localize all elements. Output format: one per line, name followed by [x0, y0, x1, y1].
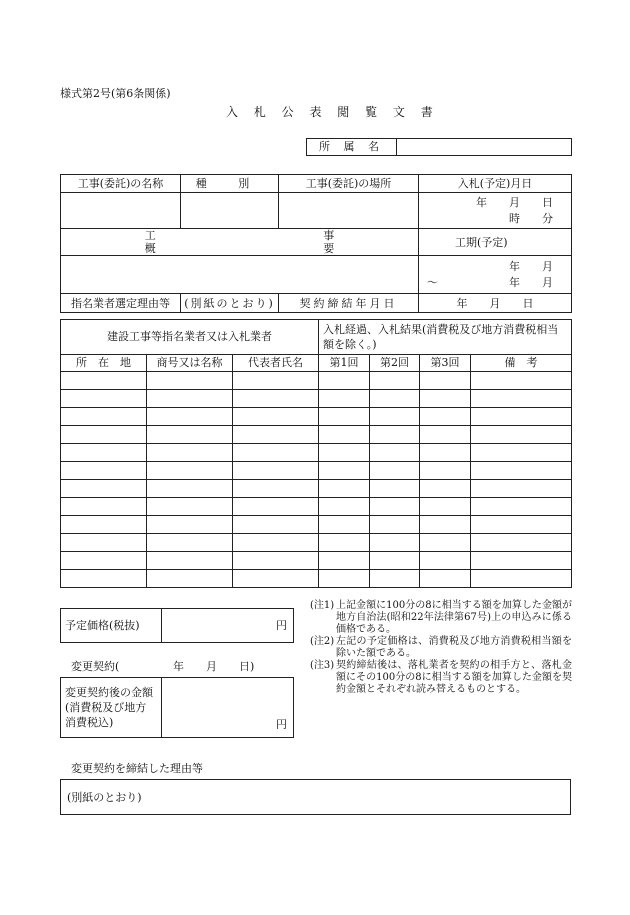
table-cell[interactable] [233, 498, 319, 516]
column-header: 所 在 地 [61, 355, 147, 372]
table-cell[interactable] [233, 372, 319, 390]
note-2-label: (注2) [310, 636, 335, 647]
table-cell[interactable] [61, 462, 147, 480]
price-field[interactable] [162, 609, 294, 643]
period-field[interactable] [419, 256, 572, 294]
table-cell[interactable] [319, 516, 370, 534]
table-row [61, 372, 572, 390]
table-cell[interactable] [61, 480, 147, 498]
table-cell[interactable] [420, 480, 471, 498]
table-cell[interactable] [61, 552, 147, 570]
form-number: 様式第2号(第6条関係) [60, 87, 171, 100]
post-change-label: 変更契約後の金額(消費税及び地方消費税込) [61, 678, 162, 738]
table-cell[interactable] [370, 372, 420, 390]
project-name-field[interactable] [61, 193, 181, 229]
header-type: 種 別 [181, 175, 279, 193]
table-row [61, 498, 572, 516]
table-cell[interactable] [233, 426, 319, 444]
header-results: 入札経過、入札結果(消費税及び地方消費税相当額を除く。) [319, 320, 572, 355]
table-cell[interactable] [319, 444, 370, 462]
change-contract-label: 変更契約( [71, 660, 120, 673]
note-1 [310, 600, 572, 636]
note-3-text: 契約締結後は、落札業者を契約の相手方と、落札金額にその100分の8に相当する額を加算した金額を契約金額とそれぞれ読み替えるものとする。 [336, 660, 572, 695]
table-cell[interactable] [147, 462, 233, 480]
table-cell[interactable] [420, 516, 471, 534]
affiliation-field[interactable] [397, 139, 572, 156]
contract-date-label: 契約締結年月日 [279, 294, 419, 313]
note-2-text: 左記の予定価格は、消費税及び地方消費税相当額を除いた額である。 [336, 636, 572, 659]
table-cell[interactable] [147, 390, 233, 408]
post-change-yen: 円 [276, 717, 287, 731]
page-title: 入 札 公 表 閲 覧 文 書 [226, 105, 439, 119]
table-cell[interactable] [370, 480, 420, 498]
post-change-table [60, 677, 294, 738]
table-cell[interactable] [420, 462, 471, 480]
table-cell[interactable] [370, 570, 420, 588]
table-cell[interactable] [471, 462, 572, 480]
header-summary: 工 事 概 要 [61, 229, 419, 256]
table-cell[interactable] [233, 516, 319, 534]
column-header: 商号又は名称 [147, 355, 233, 372]
table-cell[interactable] [61, 498, 147, 516]
bidders-table [60, 319, 572, 588]
table-cell[interactable] [147, 516, 233, 534]
period-from: 年 月 [509, 259, 553, 273]
table-cell[interactable] [233, 408, 319, 426]
table-cell[interactable] [233, 570, 319, 588]
table-cell[interactable] [471, 516, 572, 534]
header-bid-date: 入札(予定)月日 [419, 175, 572, 193]
notes [310, 600, 572, 696]
table-row [61, 426, 572, 444]
place-field[interactable] [279, 193, 419, 229]
table-cell[interactable] [147, 480, 233, 498]
table-cell[interactable] [61, 570, 147, 588]
table-cell[interactable] [319, 462, 370, 480]
price-label: 予定価格(税抜) [61, 609, 162, 643]
table-cell[interactable] [319, 498, 370, 516]
table-cell[interactable] [420, 534, 471, 552]
period-tilde: ～ [427, 275, 438, 289]
table-row [61, 444, 572, 462]
column-header: 備 考 [471, 355, 572, 372]
table-cell[interactable] [319, 570, 370, 588]
table-cell[interactable] [471, 570, 572, 588]
table-cell[interactable] [370, 462, 420, 480]
change-contract-date: 年 月 日) [173, 660, 255, 673]
table-cell[interactable] [233, 552, 319, 570]
table-cell[interactable] [420, 426, 471, 444]
table-cell[interactable] [61, 372, 147, 390]
table-cell[interactable] [420, 570, 471, 588]
table-cell[interactable] [471, 390, 572, 408]
table-cell[interactable] [61, 426, 147, 444]
table-cell[interactable] [147, 552, 233, 570]
price-table [60, 608, 294, 643]
affiliation-table [306, 138, 572, 156]
table-cell[interactable] [319, 426, 370, 444]
table-cell[interactable] [471, 552, 572, 570]
table-row [61, 480, 572, 498]
table-row [61, 516, 572, 534]
change-reason-field[interactable] [60, 779, 571, 815]
header-project-name: 工事(委託)の名称 [61, 175, 181, 193]
header-place: 工事(委託)の場所 [279, 175, 419, 193]
table-cell[interactable] [147, 408, 233, 426]
table-cell[interactable] [420, 390, 471, 408]
table-cell[interactable] [471, 426, 572, 444]
summary-field[interactable] [61, 256, 419, 294]
table-cell[interactable] [319, 390, 370, 408]
table-cell[interactable] [370, 498, 420, 516]
table-cell[interactable] [370, 426, 420, 444]
table-cell[interactable] [147, 498, 233, 516]
column-header: 第2回 [370, 355, 420, 372]
selection-reason-label: 指名業者選定理由等 [61, 294, 181, 313]
bid-date-field[interactable] [419, 193, 572, 229]
table-row [61, 552, 572, 570]
post-change-field[interactable] [162, 678, 294, 738]
table-cell[interactable] [147, 444, 233, 462]
note-2 [310, 636, 572, 660]
table-cell[interactable] [147, 534, 233, 552]
type-field[interactable] [181, 193, 279, 229]
column-header: 代表者氏名 [233, 355, 319, 372]
table-cell[interactable] [420, 498, 471, 516]
table-cell[interactable] [420, 444, 471, 462]
table-cell[interactable] [420, 372, 471, 390]
note-3 [310, 660, 572, 696]
table-cell[interactable] [233, 444, 319, 462]
period-to: 年 月 [509, 275, 553, 289]
table-row [61, 534, 572, 552]
selection-reason-value: (別紙のとおり) [181, 294, 279, 313]
table-cell[interactable] [370, 390, 420, 408]
header-contractors: 建設工事等指名業者又は入札業者 [61, 320, 319, 355]
table-cell[interactable] [61, 408, 147, 426]
table-row [61, 408, 572, 426]
table-cell[interactable] [370, 516, 420, 534]
table-cell[interactable] [61, 534, 147, 552]
table-cell[interactable] [471, 408, 572, 426]
bid-date-ymd: 年 月 日 [476, 195, 553, 209]
table-cell[interactable] [471, 444, 572, 462]
table-cell[interactable] [370, 408, 420, 426]
table-cell[interactable] [471, 498, 572, 516]
table-cell[interactable] [319, 372, 370, 390]
table-cell[interactable] [420, 408, 471, 426]
table-cell[interactable] [319, 408, 370, 426]
note-1-label: (注1) [310, 600, 335, 611]
table-row [61, 570, 572, 588]
table-cell[interactable] [319, 552, 370, 570]
price-yen: 円 [276, 618, 287, 632]
note-3-label: (注3) [310, 660, 335, 671]
header-period: 工期(予定) [419, 229, 572, 256]
affiliation-label: 所 属 名 [307, 139, 397, 156]
table-cell[interactable] [420, 552, 471, 570]
column-header: 第3回 [420, 355, 471, 372]
table-cell[interactable] [370, 552, 420, 570]
note-1-text: 上記金額に100分の8に相当する額を加算した金額が地方自治法(昭和22年法律第67号)上の申込みに係る価格である。 [336, 600, 572, 635]
table-cell[interactable] [471, 372, 572, 390]
project-info-table [60, 174, 572, 313]
table-cell[interactable] [319, 534, 370, 552]
table-cell[interactable] [370, 534, 420, 552]
table-cell[interactable] [233, 390, 319, 408]
contract-date-value: 年 月 日 [419, 294, 572, 313]
table-cell[interactable] [61, 516, 147, 534]
bid-time-hm: 時 分 [509, 211, 553, 225]
change-reason-label: 変更契約を締結した理由等 [71, 762, 203, 775]
table-row [61, 390, 572, 408]
table-cell[interactable] [233, 534, 319, 552]
table-cell[interactable] [319, 480, 370, 498]
table-cell[interactable] [147, 426, 233, 444]
table-cell[interactable] [147, 570, 233, 588]
table-cell[interactable] [147, 372, 233, 390]
table-cell[interactable] [471, 480, 572, 498]
table-cell[interactable] [233, 462, 319, 480]
table-cell[interactable] [471, 534, 572, 552]
table-cell[interactable] [370, 444, 420, 462]
change-reason-value: (別紙のとおり) [67, 791, 142, 804]
column-header: 第1回 [319, 355, 370, 372]
table-cell[interactable] [61, 390, 147, 408]
table-cell[interactable] [233, 480, 319, 498]
table-row [61, 462, 572, 480]
table-cell[interactable] [61, 444, 147, 462]
